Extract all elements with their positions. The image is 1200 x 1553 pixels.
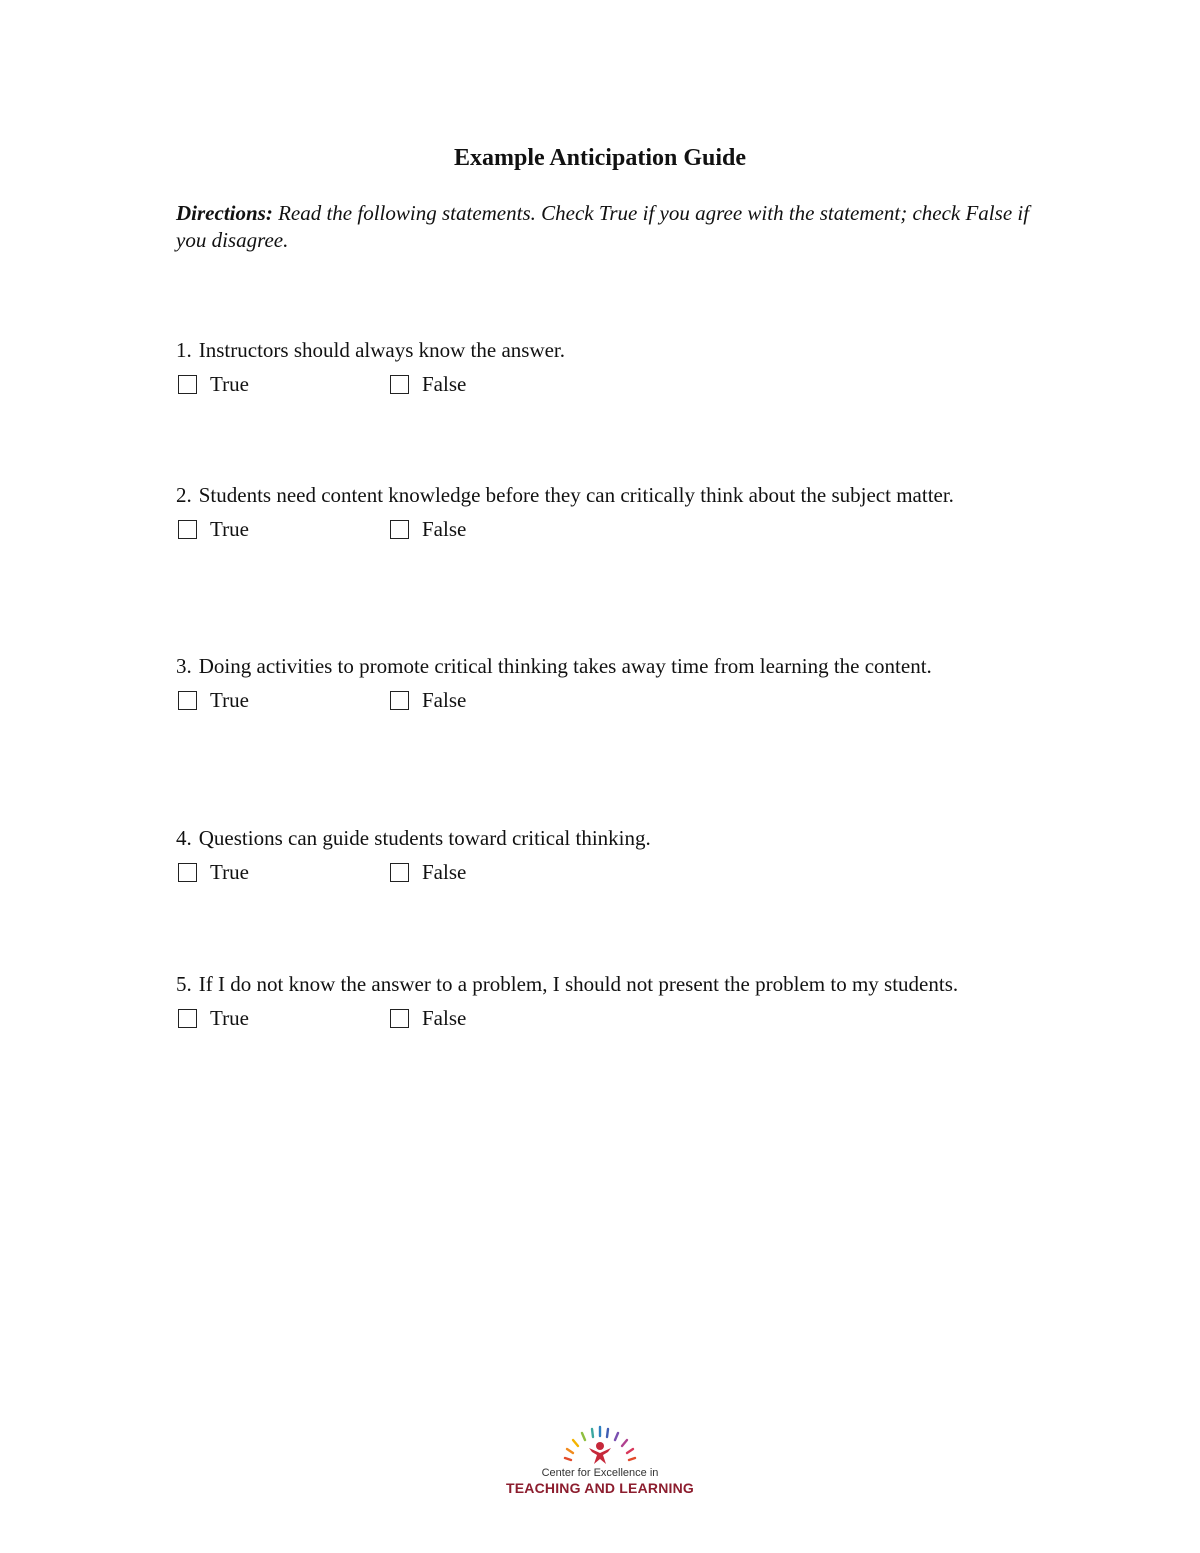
- false-label: False: [422, 688, 467, 712]
- false-option[interactable]: [390, 370, 466, 398]
- false-label: False: [422, 517, 467, 541]
- directions-label: Directions:: [176, 201, 273, 225]
- page-title: Example Anticipation Guide: [453, 145, 747, 171]
- true-label: True: [210, 1006, 249, 1030]
- true-option[interactable]: [178, 686, 249, 714]
- answer-options: [176, 858, 1006, 892]
- footer-logo: [480, 1420, 720, 1500]
- false-checkbox[interactable]: [390, 520, 409, 539]
- true-checkbox[interactable]: [178, 691, 197, 710]
- logo-wordmark: TEACHING AND LEARNING: [505, 1480, 694, 1496]
- question-statement: Questions can guide students toward critical thinking.: [198, 826, 651, 850]
- question-2: [176, 482, 1006, 549]
- question-text: [176, 825, 1006, 852]
- false-option[interactable]: [390, 858, 466, 886]
- question-number: 5.: [176, 972, 192, 996]
- true-checkbox[interactable]: [178, 1009, 197, 1028]
- true-label: True: [210, 517, 249, 541]
- question-number: 3.: [176, 654, 192, 678]
- false-label: False: [422, 860, 467, 884]
- question-statement: Doing activities to promote critical thinking takes away time from learning the content.: [198, 654, 932, 678]
- sunburst-figure-icon: [563, 1424, 637, 1466]
- false-option[interactable]: [390, 686, 466, 714]
- question-1: [176, 337, 1006, 404]
- question-4: [176, 825, 1006, 892]
- false-checkbox[interactable]: [390, 863, 409, 882]
- directions: [176, 200, 1036, 254]
- answer-options: [176, 1004, 1006, 1038]
- question-text: [176, 971, 1006, 998]
- false-option[interactable]: [390, 515, 466, 543]
- question-statement: Instructors should always know the answer.: [198, 338, 566, 362]
- true-checkbox[interactable]: [178, 863, 197, 882]
- question-text: [176, 653, 1006, 680]
- false-checkbox[interactable]: [390, 691, 409, 710]
- true-option[interactable]: [178, 858, 249, 886]
- question-number: 2.: [176, 483, 192, 507]
- question-3: [176, 653, 1006, 720]
- true-label: True: [210, 688, 249, 712]
- question-statement: If I do not know the answer to a problem, I should not present the problem to my students.: [198, 972, 959, 996]
- true-option[interactable]: [178, 370, 249, 398]
- true-checkbox[interactable]: [178, 375, 197, 394]
- true-option[interactable]: [178, 1004, 249, 1032]
- false-checkbox[interactable]: [390, 375, 409, 394]
- false-checkbox[interactable]: [390, 1009, 409, 1028]
- false-label: False: [422, 1006, 467, 1030]
- question-number: 4.: [176, 826, 192, 850]
- question-5: [176, 971, 1006, 1038]
- question-number: 1.: [176, 338, 192, 362]
- question-statement: Students need content knowledge before they can critically think about the subject matter.: [198, 483, 954, 507]
- answer-options: [176, 370, 1006, 404]
- answer-options: [176, 515, 1006, 549]
- true-label: True: [210, 372, 249, 396]
- answer-options: [176, 686, 1006, 720]
- true-option[interactable]: [178, 515, 249, 543]
- true-label: True: [210, 860, 249, 884]
- question-text: [176, 337, 1006, 364]
- question-text: [176, 482, 1006, 509]
- false-label: False: [422, 372, 467, 396]
- true-checkbox[interactable]: [178, 520, 197, 539]
- logo-caption: Center for Excellence in: [541, 1467, 659, 1479]
- false-option[interactable]: [390, 1004, 466, 1032]
- directions-text: Read the following statements. Check True if you agree with the statement; check False if you disagree.: [176, 201, 1030, 252]
